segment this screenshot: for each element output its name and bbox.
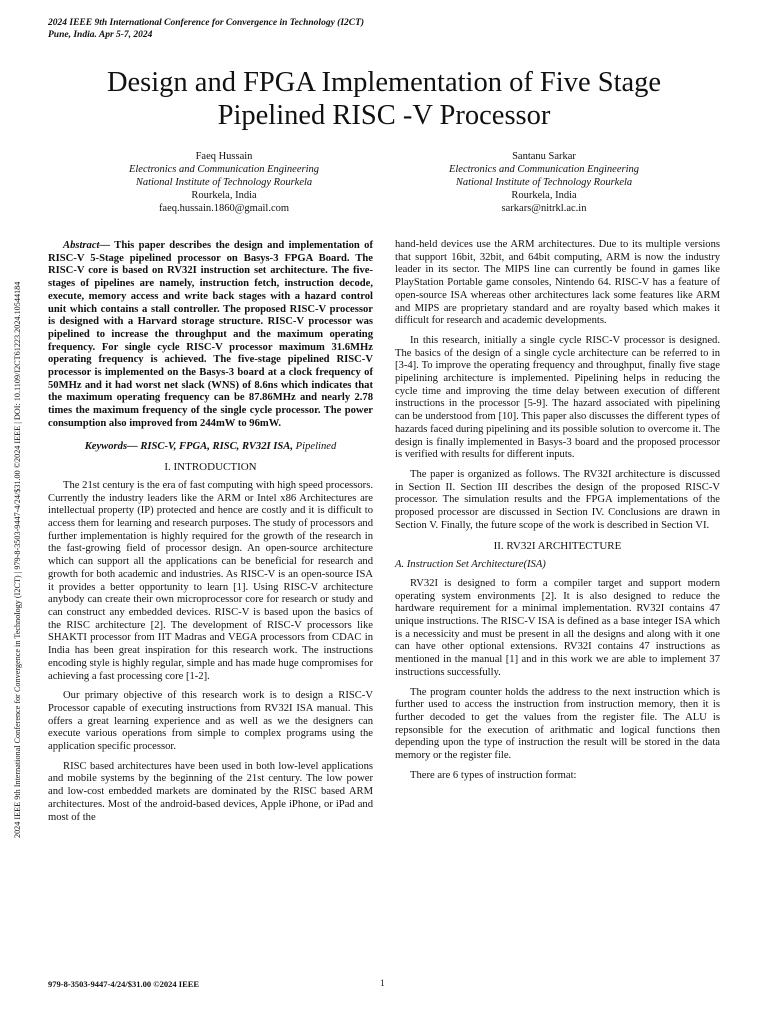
footer-isbn: 979-8-3503-9447-4/24/$31.00 ©2024 IEEE	[48, 979, 200, 989]
left-column	[48, 240, 373, 831]
keywords	[48, 441, 373, 454]
paper-title	[40, 66, 728, 132]
conference-header	[48, 17, 364, 41]
title-line-2: Pipelined RISC -V Processor	[217, 100, 551, 131]
subsection-heading-isa: A. Instruction Set Architecture(ISA)	[395, 559, 546, 571]
abstract-label: Abstract—	[63, 240, 111, 251]
paragraph: RISC based architectures have been used in both low-level applications and mobile systems by the beginning of the 21st century. The low power and low-cost embedded markets are dominated by the RISC based ARM architectures. Most of the android-based devices, Apple iPhone, or iPad and most of the	[48, 760, 373, 823]
paragraph: In this research, initially a single cycle RISC-V processor is designed. The basics of the design of a single cycle architecture can be referred to in [3-4]. To improve the operating frequency and throughput, finally five stage pipelining architecture is implemented. Pipelining helps in reducing the cycle time and improving the time delay between execution of different instructions in the processor [5-9]. The hazard associated with pipelining can be understood from [10]. This paper also discusses the different types of hazards faced during pipelining and its possible solution to overcome it. The design is finally implemented in Basys-3 board and the proposed processor is verified with results for different inputs.	[395, 334, 720, 461]
author-institute: National Institute of Technology Rourkela	[135, 177, 313, 188]
section-heading-intro: I. INTRODUCTION	[164, 461, 257, 474]
side-doi-text: 2024 IEEE 9th International Conference for Convergence in Technology (I2CT) | 979-8-3503-9447-4/24/$31.00 ©2024 IEEE | DOI: 10.1109/I2CT61223.2024.10544184	[13, 281, 22, 838]
keywords-label: Keywords— RISC-V, FPGA, RISC, RV32I ISA,	[84, 440, 294, 452]
author-location: Rourkela, India	[511, 190, 577, 201]
paragraph: The program counter holds the address to the next instruction which is further used to access the instruction from instruction memory, then it is further decoded to get the values from the register file. The ALU is repsonsible for the execution of arithmatic and logical functions then depending upon the type of instruction the result will be stored in the data memory or the register file.	[395, 686, 720, 762]
abstract	[48, 240, 373, 431]
conference-name: 2024 IEEE 9th International Conference for Convergence in Technology (I2CT)	[48, 18, 365, 28]
title-line-1: Design and FPGA Implementation of Five Stage	[106, 67, 662, 98]
author-dept: Electronics and Communication Engineering	[448, 164, 640, 175]
author-institute: National Institute of Technology Rourkela	[455, 177, 633, 188]
author-dept: Electronics and Communication Engineering	[128, 164, 320, 175]
author-2	[384, 150, 704, 215]
author-location: Rourkela, India	[191, 190, 257, 201]
author-name: Santanu Sarkar	[512, 151, 576, 162]
paragraph: Our primary objective of this research work is to design a RISC-V Processor capable of executing instructions from RV32I ISA manual. This offers a great learning experience and as well as we the designers can execute various operations from simple to complex programs using the application specific processor.	[48, 690, 373, 753]
author-email[interactable]: faeq.hussain.1860@gmail.com	[158, 203, 290, 214]
conference-location: Pune, India. Apr 5-7, 2024	[48, 30, 153, 40]
paragraph: hand-held devices use the ARM architectures. Due to its multiple versions that support 16bit, 32bit, and 64bit computing, ARM is now the industry leader in its sector. The MIPS line can currently be found in games like PlayStation Portable game consoles, Nintendo 64. RISC-V has a feature of open-source ISA whereas other architectures lack some features like ARM and MIPS are proprietary standard and are royalty based which makes it difficult for research and academic developments.	[395, 239, 720, 327]
paragraph: The 21st century is the era of fast computing with high speed processors. Currently the industry leaders like the ARM or Intel x86 Architectures are intellectual property (IP) protected and hence are costly and it is difficult to access them for learning and research purposes. The study of processors and further implementation is highly required for the growth of the research in the fast-growing field of processor design. An open-source architecture which can support all the applications can be beneficial for research and growth for both academic and industries. As RISC-V is an open-source ISA it provides a better opportunity to learn [1]. Using RISC-V architecture anybody can create their own microprocessor core for research or study and can construct any embedded devices. RISC-V is based upon the basics of the RISC architecture [2]. The development of RISC-V processors like SHAKTI processor from IIT Madras and VEGA processors from CDAC in India has been great inspiration for this research work. The instructions encoding style is highly regular, simple and has made huge compromises for achieving a fast processing core [1-2].	[48, 479, 373, 682]
paragraph: The paper is organized as follows. The RV32I architecture is discussed in Section II. Section III describes the design of the proposed RISC-V processor. The simulation results and the FPGA implementations of the proposed processor are discussed in Section IV. Conclusions are drawn in Section V. Finally, the future scope of the work is described in Section VI.	[395, 468, 720, 531]
author-email[interactable]: sarkars@nitrkl.ac.in	[501, 203, 587, 214]
author-1	[64, 150, 384, 215]
abstract-text: This paper describes the design and implementation of RISC-V 5-Stage pipelined processor on Basys-3 FPGA Board. The RISC-V core is based on RV32I instruction set architecture. The five-stages of pipelines are namely, instruction fetch, instruction decode, execute, memory access and write back stages with a hazard control unit which contains a stall controller. The proposed RISC-V processor is designed with a Harvard storage structure. RISC-V processor was pipelined to increase the throughput and the maximum operating frequency. For single cycle RISC-V processor maximum 31.6MHz operating frequency is achieved. The five-stage pipelined RISC-V processor is implemented on the Basys-3 board at a clock frequency of 50MHz and it had worst net slack (WNS) of 8.6ns which indicates that the maximum operating frequency can be 87.86MHz and nearly 2.78 times the maximum frequency of the single cycle processor. The power consumption also improved from 244mW to 96mW.	[48, 240, 373, 429]
right-column	[395, 239, 720, 789]
page-number: 1	[380, 979, 385, 989]
keywords-last: Pipelined	[293, 440, 337, 452]
paragraph: There are 6 types of instruction format:	[410, 769, 577, 781]
section-heading-rv32i: II. RV32I ARCHITECTURE	[493, 540, 622, 553]
author-name: Faeq Hussain	[195, 151, 253, 162]
paragraph: RV32I is designed to form a compiler target and support modern operating system environments [2]. It is also designed to reduce the hardware requirement for a minimal implementation. RV32I contains 47 unique instructions. The RISC-V ISA is defined as a base integer ISA which is a necessicity and must be present in all the designs and along with it one can have other optional extensions. RV32I contains 47 instructions as mentioned in the manual [1] and in this work we are able to implement 37 instructions successfully.	[395, 577, 720, 678]
